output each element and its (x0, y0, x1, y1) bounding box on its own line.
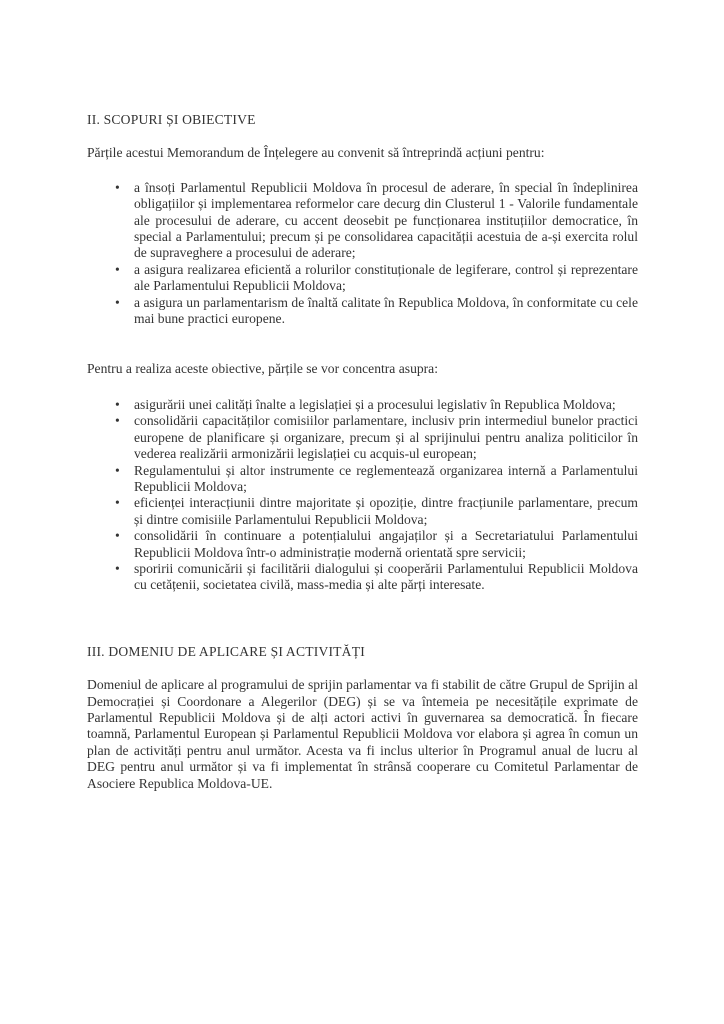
bullet-item (115, 179, 638, 262)
section-heading-domeniu-aplicare: III. DOMENIU DE APLICARE ȘI ACTIVITĂȚI (87, 643, 365, 659)
bullet-item (115, 560, 638, 594)
bullet-icon: • (115, 396, 120, 412)
objectives-bullet-list (87, 180, 638, 328)
bullet-item (115, 261, 638, 295)
bullet-icon: • (115, 462, 120, 478)
spacer (87, 594, 638, 644)
bullet-text: a asigura un parlamentarism de înaltă calitate în Republica Moldova, în conformitate cu cele mai bune practici europene. (134, 294, 638, 327)
bullet-icon: • (115, 495, 120, 511)
bullet-item (115, 396, 638, 413)
bullet-item (115, 462, 638, 496)
bullet-text: sporirii comunicării și facilitării dialogului și cooperării Parlamentului Republicii Moldova cu cetățenii, societatea civilă, mass-media și alte părți interesate. (134, 560, 638, 593)
bullet-item (115, 413, 638, 462)
bullet-item (115, 528, 638, 561)
spacer (87, 327, 638, 361)
bullet-icon: • (115, 261, 120, 277)
bullet-icon: • (115, 294, 120, 310)
scope-paragraph: Domeniul de aplicare al programului de sprijin parlamentar va fi stabilit de către Grupul de Sprijin al Democrației și Coordonare a Alegerilor (DEG) și se va întemeia pe necesitățile exprimate de Parlamentul Republicii Moldova și de alți actori activi în guvernarea sa democratică. În fiecare toamnă, Parlamentul European și Parlamentul Republicii Moldova vor elabora și agrea în comun un plan de activități pentru anul următor. Acesta va fi inclus ulterior în Programul anual de lucru al DEG pentru anul următor și va fi implementat în strânsă cooperare cu Comitetul Parlamentar de Asociere Republica Moldova-UE. (87, 677, 638, 791)
bullet-icon: • (115, 560, 120, 576)
bullet-text: asigurării unei calități înalte a legislației și a procesului legislativ în Republica Moldova; (134, 396, 616, 412)
bullet-text: Regulamentului și altor instrumente ce reglementează organizarea internă a Parlamentului Republicii Moldova; (134, 462, 638, 494)
bullet-text: a asigura realizarea eficientă a rolurilor constituționale de legiferare, control și reprezentare ale Parlamentului Republicii Moldova; (134, 261, 638, 294)
focus-bullet-list (87, 397, 638, 594)
bullet-text: consolidării în continuare a potențialului angajaților și a Secretariatului Parlamentului Republicii Moldova într-o administrație modernă orientată spre servicii; (134, 528, 638, 560)
bullet-icon: • (115, 413, 120, 429)
bullet-icon: • (115, 179, 120, 195)
bullet-item (115, 294, 638, 328)
bullet-text: eficienței interacțiunii dintre majoritate și opoziție, dintre fracțiunile parlamentare, precum și dintre comisiile Parlamentului Republicii Moldova; (134, 495, 638, 527)
spacer (87, 378, 638, 397)
focus-intro-paragraph: Pentru a realiza aceste obiective, părțile se vor concentra asupra: (87, 361, 438, 377)
bullet-item (115, 495, 638, 528)
section-heading-scopuri-obiective: II. SCOPURI ȘI OBIECTIVE (87, 112, 256, 127)
document-content (87, 112, 638, 792)
intro-paragraph: Părțile acestui Memorandum de Înțelegere au convenit să întreprindă acțiuni pentru: (87, 145, 545, 161)
bullet-text: consolidării capacităților comisiilor parlamentare, inclusiv prin intermediul bunelor practici europene de planificare și organizare, precum și al sprijinului pentru analiza politicilor în vederea realizării armonizării legislației cu acquis-ul european; (134, 413, 638, 462)
bullet-text: a însoți Parlamentul Republicii Moldova în procesul de aderare, în special în îndeplinirea obligațiilor și implementarea reformelor care decurg din Clusterul 1 - Valorile fundamentale ale procesului de aderare, cu accent deosebit pe funcționarea instituțiilor democratice, în special a Parlamentului; precum și pe consolidarea capacității acestuia de a-și exercita rolul de supraveghere a procesului de aderare; (134, 179, 638, 261)
bullet-icon: • (115, 528, 120, 544)
